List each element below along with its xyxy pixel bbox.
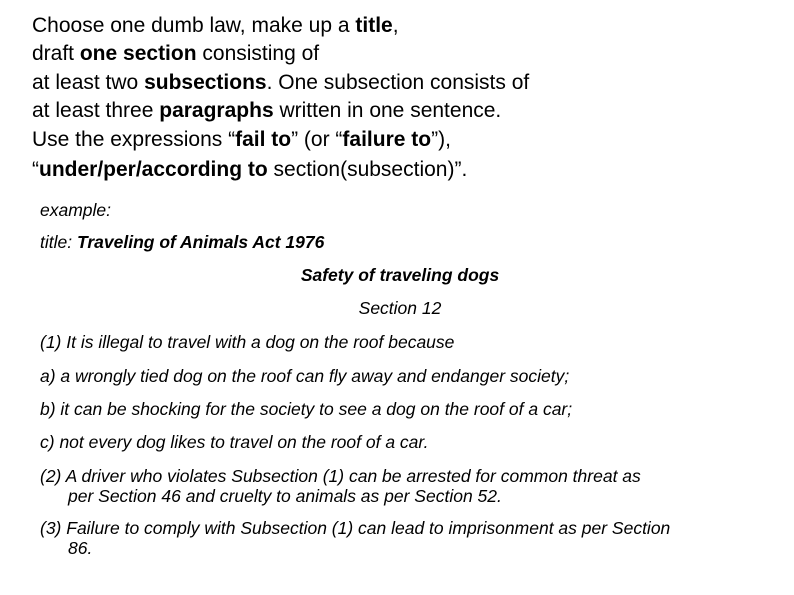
text: at least two	[32, 71, 145, 94]
bold-term: fail to	[235, 128, 292, 151]
subsection-3	[40, 518, 670, 558]
paragraph-c: c) not every dog likes to travel on the roof of a car.	[40, 432, 429, 452]
text: at least three	[32, 99, 160, 122]
instruction-line-4	[32, 99, 501, 123]
text: ” (or “	[291, 128, 343, 151]
text: . One subsection consists of	[266, 71, 530, 94]
example-title	[40, 232, 324, 252]
bold-term: one section	[79, 42, 197, 65]
subsection-2-line-1: (2) A driver who violates Subsection (1) can be arrested for common threat as	[40, 466, 641, 486]
title-value: Traveling of Animals Act 1976	[76, 232, 325, 252]
paragraph-b: b) it can be shocking for the society to see a dog on the roof of a car;	[40, 399, 573, 419]
instruction-line-3	[32, 71, 529, 95]
subsection-3-line-1: (3) Failure to comply with Subsection (1) can lead to imprisonment as per Section	[40, 518, 671, 538]
text: ,	[392, 14, 399, 37]
bold-term: title	[355, 14, 393, 37]
example-label: example:	[40, 200, 112, 220]
text: written in one sentence.	[273, 99, 502, 122]
text: draft	[32, 42, 80, 65]
title-label: title:	[40, 232, 77, 252]
text: ”),	[431, 128, 451, 151]
instruction-line-1	[32, 14, 399, 38]
bold-term: paragraphs	[159, 99, 274, 122]
text: “	[32, 158, 39, 181]
subsection-2-line-2: per Section 46 and cruelty to animals as per Section 52.	[68, 486, 502, 506]
instruction-line-2	[32, 42, 319, 66]
paragraph-a: a) a wrongly tied dog on the roof can fly away and endanger society;	[40, 366, 570, 386]
instruction-line-5	[32, 128, 451, 152]
subsection-2	[40, 466, 641, 506]
example-heading	[0, 265, 794, 285]
text: section(subsection)”.	[267, 158, 468, 181]
bold-term: failure to	[342, 128, 432, 151]
bold-term: subsections	[144, 71, 267, 94]
bold-term: under/per/according to	[39, 158, 268, 181]
instruction-line-6	[32, 158, 467, 182]
text: Choose one dumb law, make up a	[32, 14, 356, 37]
subsection-1: (1) It is illegal to travel with a dog on the roof because	[40, 332, 455, 352]
subsection-3-line-2: 86.	[68, 538, 93, 558]
text: consisting of	[196, 42, 320, 65]
text: Use the expressions “	[32, 128, 236, 151]
section-number: Section 12	[358, 298, 442, 318]
heading-text: Safety of traveling dogs	[300, 265, 500, 285]
